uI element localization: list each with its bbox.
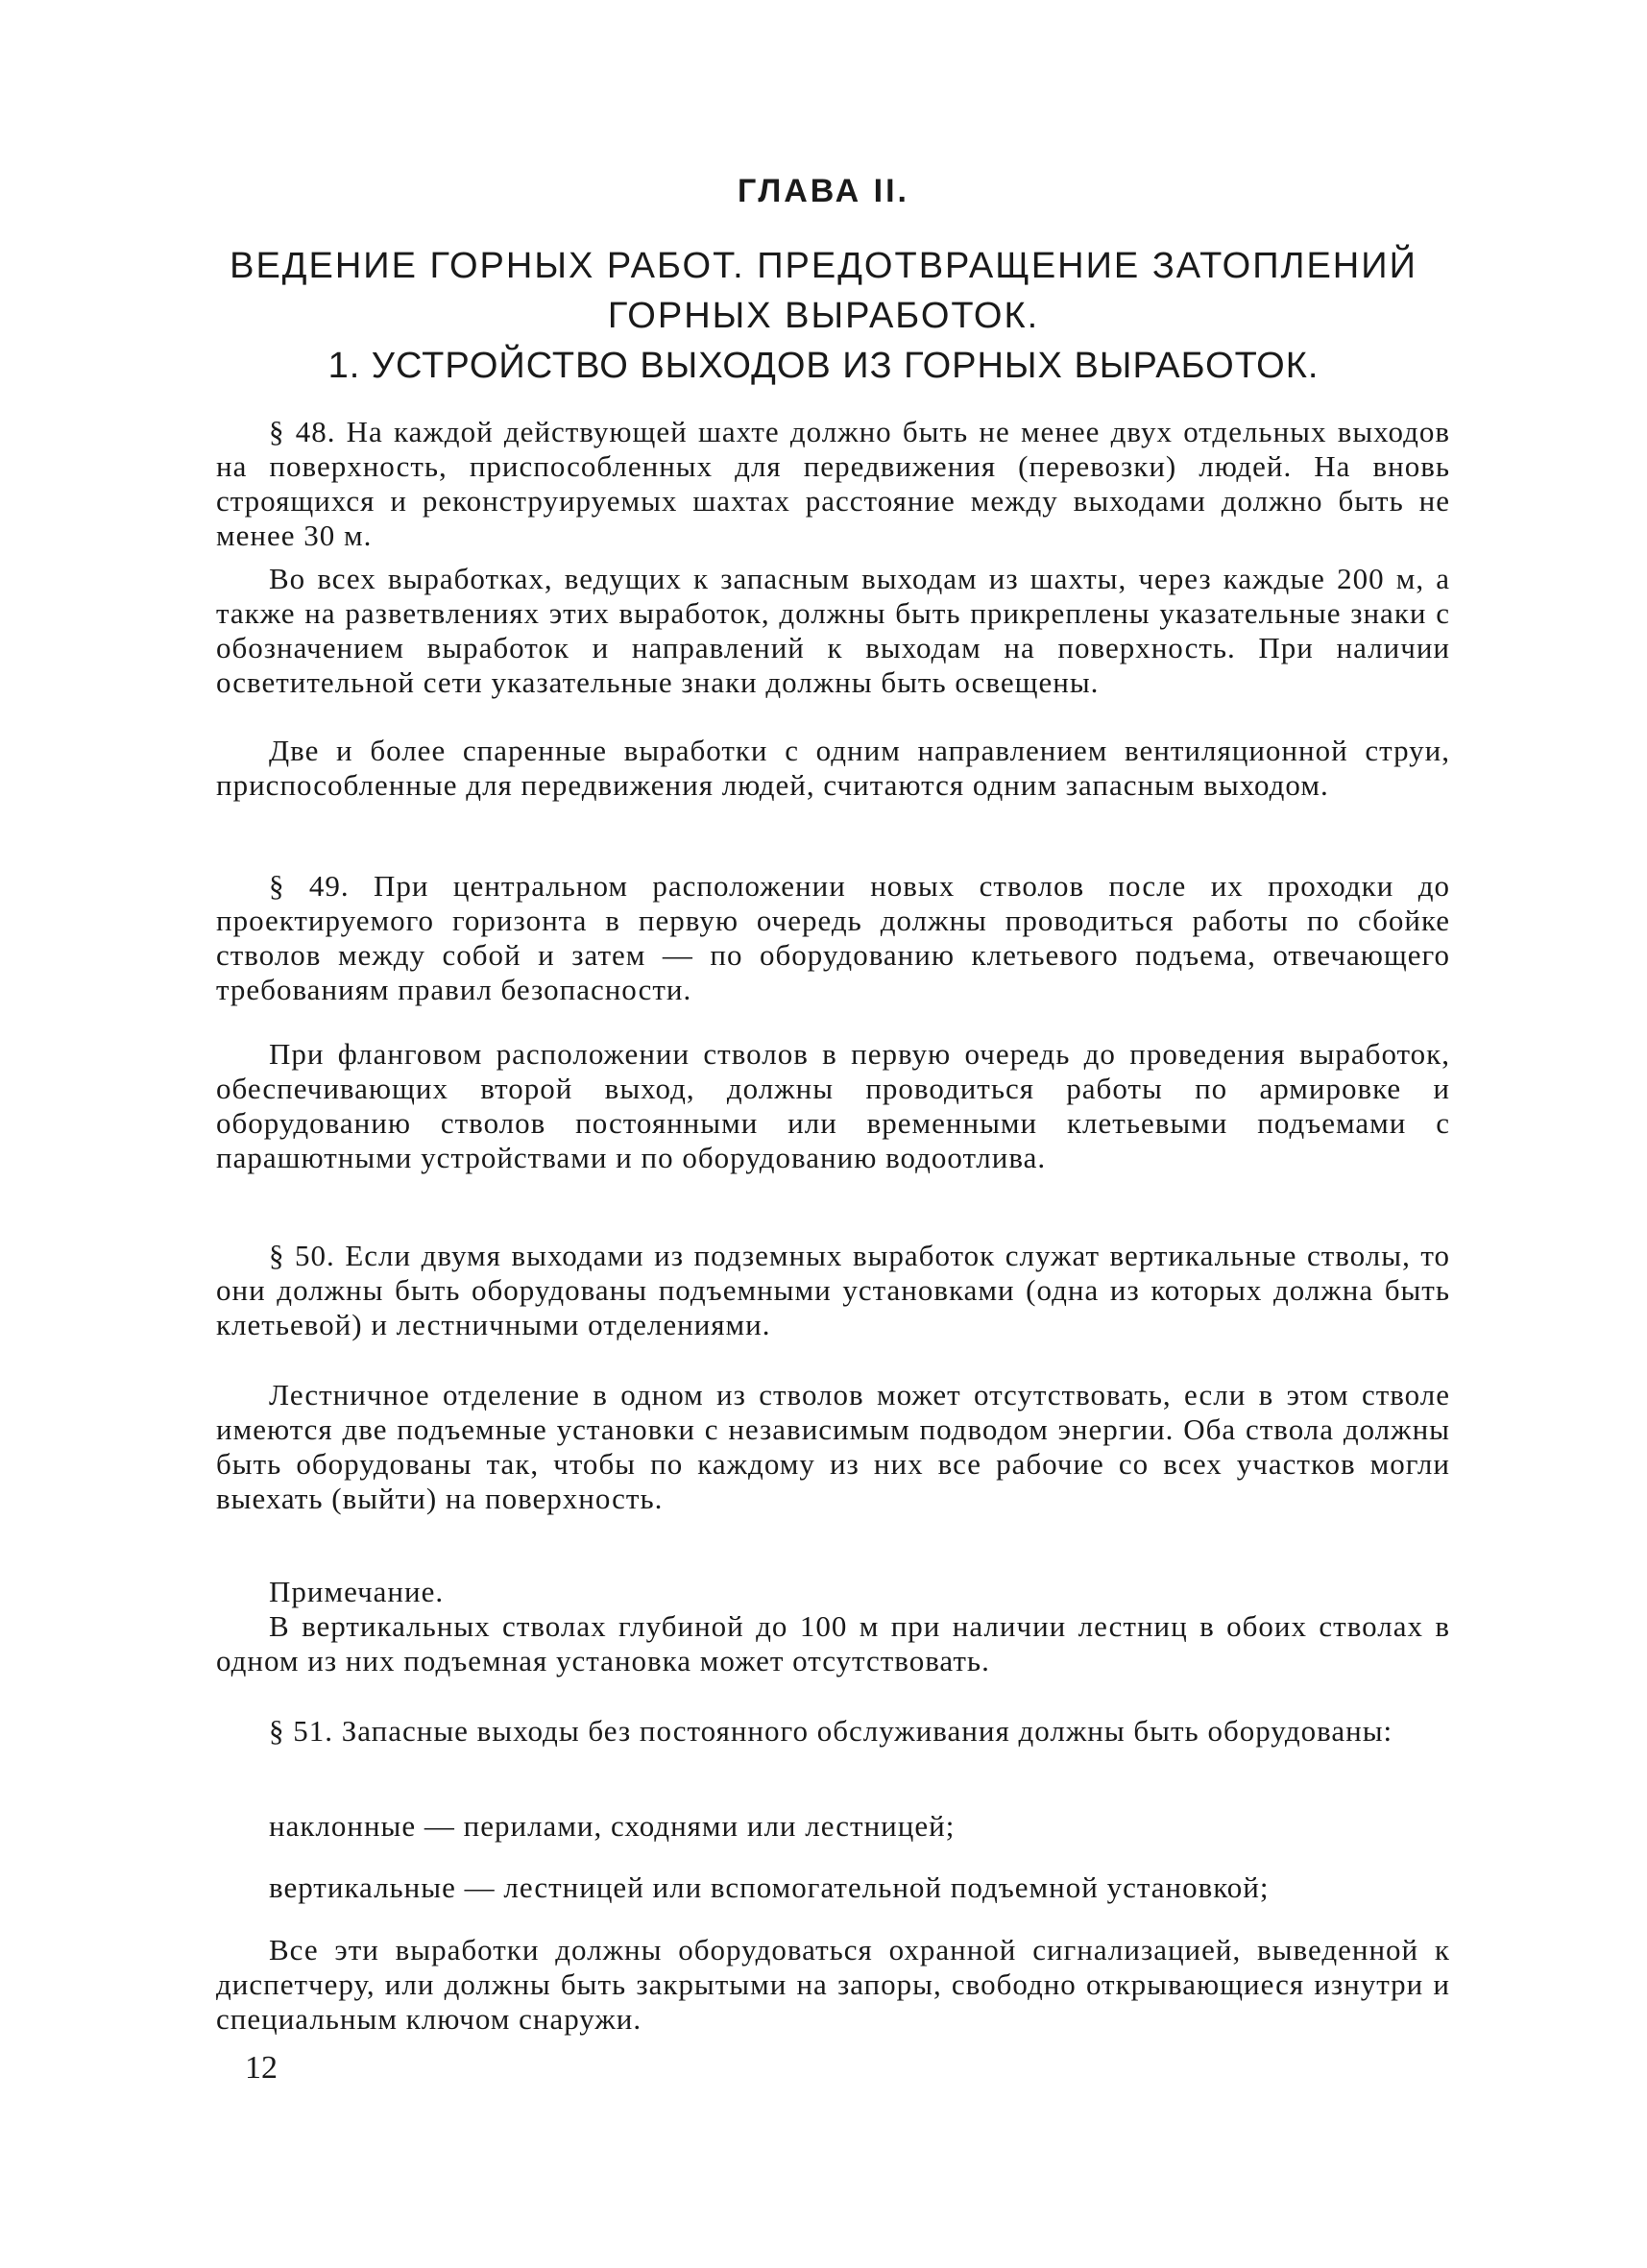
paragraph-50-2: Лестничное отделение в одном из стволов может отсутствовать, если в этом стволе имеются две подъемные установки с независимым подводом энергии. Оба ствола должны быть оборудованы так, чтобы по каждому из них все рабочие со всех участков могли выехать (выйти) на поверхность. xyxy=(216,1378,1450,1515)
paragraph-49-1: § 49. При центральном расположении новых стволов после их проходки до проектируемого горизонта в первую очередь должны проводиться работы по сбойке стволов между собой и затем — по оборудованию клетьевого подъема, отвечающего требованиям правил безопасности. xyxy=(216,869,1450,1006)
note-text: В вертикальных стволах глубиной до 100 м при наличии лестниц в обоих стволах в одном из них подъемная установка может отсутствовать. xyxy=(216,1609,1450,1677)
subsection-title: 1. УСТРОЙСТВО ВЫХОДОВ ИЗ ГОРНЫХ ВЫРАБОТОК. xyxy=(327,346,1320,386)
section-title-line-1: ВЕДЕНИЕ ГОРНЫХ РАБОТ. ПРЕДОТВРАЩЕНИЕ ЗАТОПЛЕНИЙ xyxy=(230,246,1417,286)
paragraph-50-1: § 50. Если двумя выходами из подземных выработок служат вертикальные стволы, то они должны быть оборудованы подъемными установками (одна из которых должна быть клетьевой) и лестничными отделениями. xyxy=(216,1239,1450,1341)
paragraph-49-2: При фланговом расположении стволов в первую очередь до проведения выработок, обеспечивающих второй выход, должны проводиться работы по армировке и оборудованию стволов постоянными или временными клетьевыми подъемами с парашютными устройствами и по оборудованию водоотлива. xyxy=(216,1037,1450,1174)
paragraph-48-2: Во всех выработках, ведущих к запасным выходам из шахты, через каждые 200 м, а также на разветвлениях этих выработок, должны быть прикреплены указательные знаки с обозначением выработок и направлений к выходам на поверхность. При наличии осветительной сети указательные знаки должны быть освещены. xyxy=(216,562,1450,699)
page-number: 12 xyxy=(245,2050,278,2086)
paragraph-48-3: Две и более спаренные выработки с одним направлением вентиляционной струи, приспособленные для передвижения людей, считаются одним запасным выходом. xyxy=(216,734,1450,802)
section-title-line-2: ГОРНЫХ ВЫРАБОТОК. xyxy=(607,296,1040,336)
paragraph-48-1: § 48. На каждой действующей шахте должно быть не менее двух отдельных выходов на поверхность, приспособленных для передвижения (перевозки) людей. На вновь строящихся и реконструируемых шахтах расстояние между выходами должно быть не менее 30 м. xyxy=(216,415,1450,552)
note-label: Примечание. xyxy=(269,1575,445,1608)
chapter-heading: ГЛАВА II. xyxy=(737,173,910,209)
paragraph-51-1: § 51. Запасные выходы без постоянного обслуживания должны быть оборудованы: xyxy=(269,1714,1393,1748)
paragraph-51-2: Все эти выработки должны оборудоваться охранной сигнализацией, выведенной к диспетчеру, или должны быть закрытыми на запоры, свободно открывающиеся изнутри и специальным ключом снаружи. xyxy=(216,1933,1450,2036)
list-item-vertical: вертикальные — лестницей или вспомогательной подъемной установкой; xyxy=(269,1870,1270,1904)
list-item-inclined: наклонные — перилами, сходнями или лестницей; xyxy=(269,1809,956,1843)
